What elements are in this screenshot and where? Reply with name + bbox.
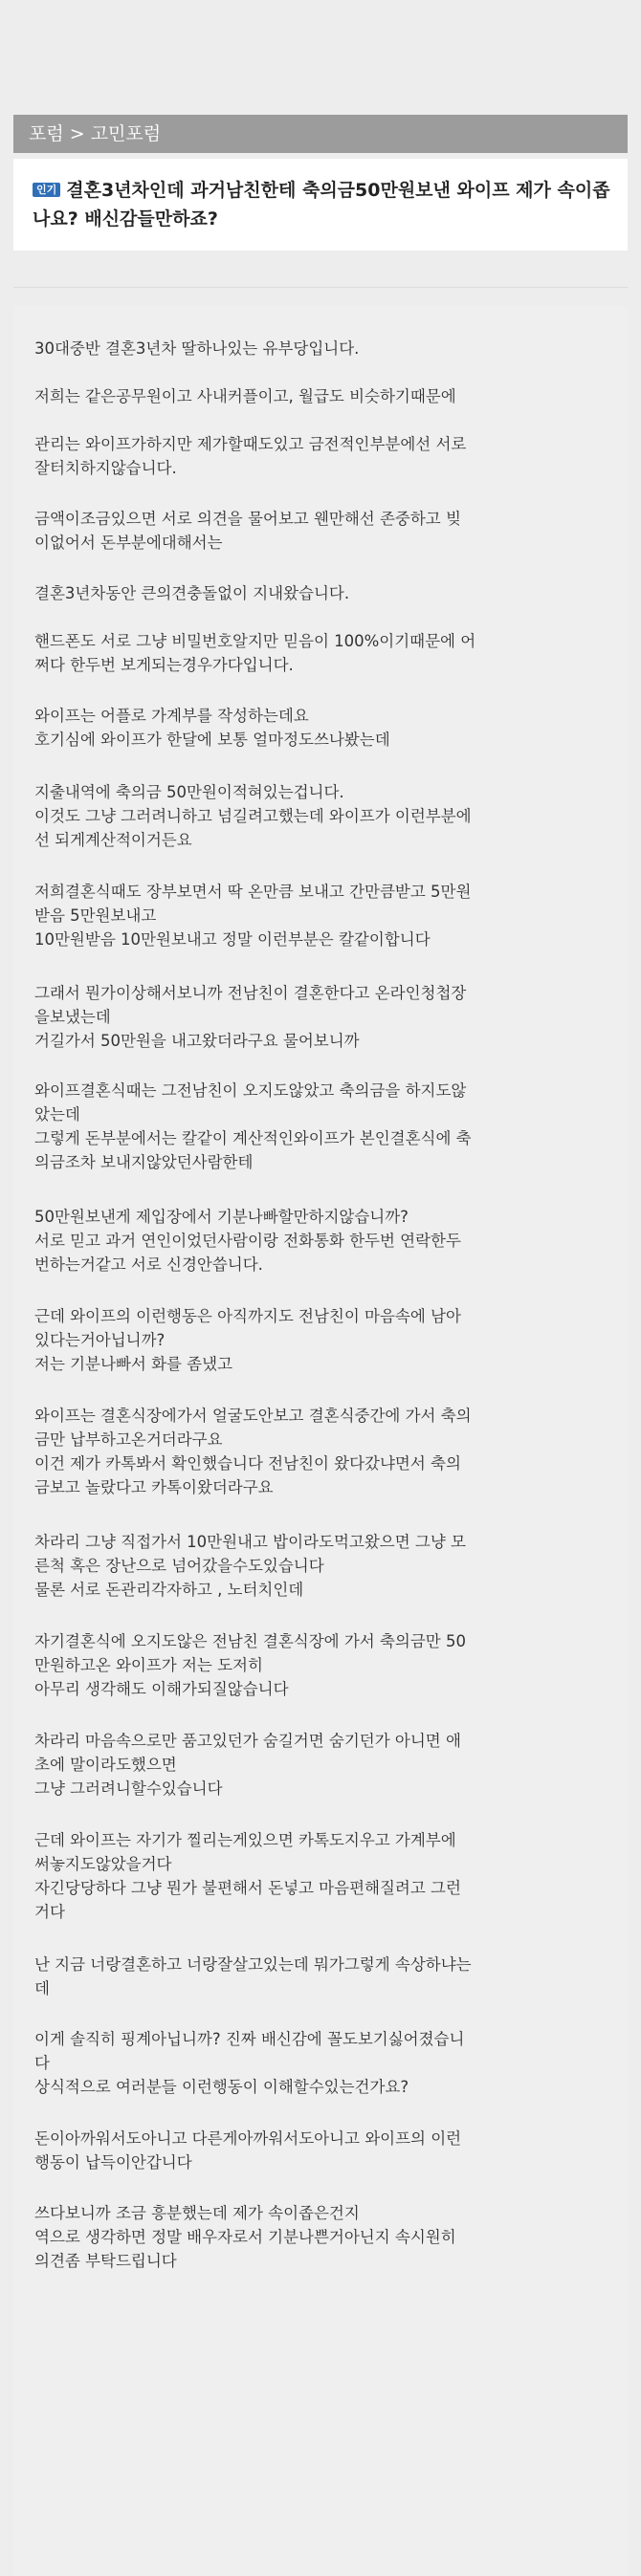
post-paragraph: 관리는 와이프가하지만 제가할때도있고 금전적인부분에선 서로 잘터치하지않습니다. <box>34 435 467 477</box>
post-paragraph: 와이프는 어플로 가계부를 작성하는데요 호기심에 와이프가 한달에 보통 얼마정도쓰나봤는데 <box>34 707 390 749</box>
breadcrumb-text[interactable]: 포럼 > 고민포럼 <box>29 123 162 144</box>
post-paragraph: 근데 와이프의 이런행동은 아직까지도 전남친이 마음속에 남아 있다는거아닙니까? 저는 기분나빠서 화를 좀냈고 <box>34 1307 461 1373</box>
post-paragraph: 저희는 같은공무원이고 사내커플이고, 월급도 비슷하기때문에 <box>34 387 456 405</box>
post-paragraph: 와이프결혼식때는 그전남친이 오지도않았고 축의금을 하지도않 았는데 그렇게 돈부분에서는 칼같이 계산적인와이프가 본인결혼식에 축 의금조차 보내지않았던사람한테 <box>34 1081 472 1171</box>
divider <box>13 287 628 288</box>
post-paragraph: 와이프는 결혼식장에가서 얼굴도안보고 결혼식중간에 가서 축의 금만 납부하고온거더라구요 이건 제가 카톡봐서 확인했습니다 전남친이 왔다갔냐면서 축의 금보고 놀랐다고 카톡이왔더라구요 <box>34 1407 472 1496</box>
post-paragraph: 30대중반 결혼3년차 딸하나있는 유부당입니다. <box>34 339 360 358</box>
post-paragraph: 쓰다보니까 조금 흥분했는데 제가 속이좁은건지 역으로 생각하면 정말 배우자로서 기분나쁜거아닌지 속시원히 의견좀 부탁드립니다 <box>34 2204 456 2270</box>
post-paragraph: 핸드폰도 서로 그냥 비밀번호알지만 믿음이 100%이기때문에 어 쩌다 한두번 보게되는경우가다입니다. <box>34 632 476 674</box>
post-paragraph: 돈이아까워서도아니고 다른게아까워서도아니고 와이프의 이런 행동이 납득이안갑니다 <box>34 2129 462 2172</box>
post-paragraph: 자기결혼식에 오지도않은 전남친 결혼식장에 가서 축의금만 50 만원하고온 와이프가 저는 도저히 아무리 생각해도 이해가되질않습니다 <box>34 1632 466 1698</box>
post-title-box <box>13 159 628 251</box>
post-paragraph: 난 지금 너랑결혼하고 너랑잘살고있는데 뭐가그렇게 속상하냐는 데 <box>34 1955 472 1997</box>
post-paragraph: 금액이조금있으면 서로 의견을 물어보고 웬만해선 존중하고 빚 이없어서 돈부분에대해서는 <box>34 510 461 552</box>
post-paragraph: 저희결혼식때도 장부보면서 딱 온만큼 보내고 간만큼받고 5만원 받음 5만원보내고 10만원받음 10만원보내고 정말 이런부분은 칼같이합니다 <box>34 883 472 949</box>
post-paragraph: 근데 와이프는 자기가 찔리는게있으면 카톡도지우고 가계부에 써놓지도않았을거다 자긴당당하다 그냥 뭔가 불편해서 돈넣고 마음편해질려고 그런 거다 <box>34 1831 461 1921</box>
post-paragraph: 차라리 그냥 직접가서 10만원내고 밥이라도먹고왔으면 그냥 모 른척 혹은 장난으로 넘어갔을수도있습니다 물론 서로 돈관리각자하고 , 노터치인데 <box>34 1533 466 1599</box>
post-paragraph: 그래서 뭔가이상해서보니까 전남친이 결혼한다고 온라인청첩장 을보냈는데 거길가서 50만원을 내고왔더라구요 물어보니까 <box>34 984 467 1050</box>
breadcrumb[interactable] <box>13 115 628 153</box>
post-paragraph: 지출내역에 축의금 50만원이적혀있는겁니다. 이것도 그냥 그러려니하고 넘길려고했는데 와이프가 이런부분에 선 되게계산적이거든요 <box>34 783 472 849</box>
post-paragraph: 이게 솔직히 핑계아닙니까? 진짜 배신감에 꼴도보기싫어졌습니 다 상식적으로 여러분들 이런행동이 이해할수있는건가요? <box>34 2030 465 2096</box>
post-body <box>13 306 628 2576</box>
post-paragraph: 차라리 마음속으로만 품고있던가 숨길거면 숨기던가 아니면 애 초에 말이라도했으면 그냥 그러려니할수있습니다 <box>34 1732 461 1798</box>
post-paragraph: 결혼3년차동안 큰의견충돌없이 지내왔습니다. <box>34 584 350 602</box>
hot-badge: 인기 <box>33 183 60 197</box>
post-paragraph: 50만원보낸게 제입장에서 기분나빠할만하지않습니까? 서로 믿고 과거 연인이었던사람이랑 전화통화 한두번 연락한두 번하는거같고 서로 신경안씁니다. <box>34 1208 461 1274</box>
post-title: 결혼3년차인데 과거남친한테 축의금50만원보낸 와이프 제가 속이좁나요? 배신감들만하죠? <box>33 180 610 229</box>
